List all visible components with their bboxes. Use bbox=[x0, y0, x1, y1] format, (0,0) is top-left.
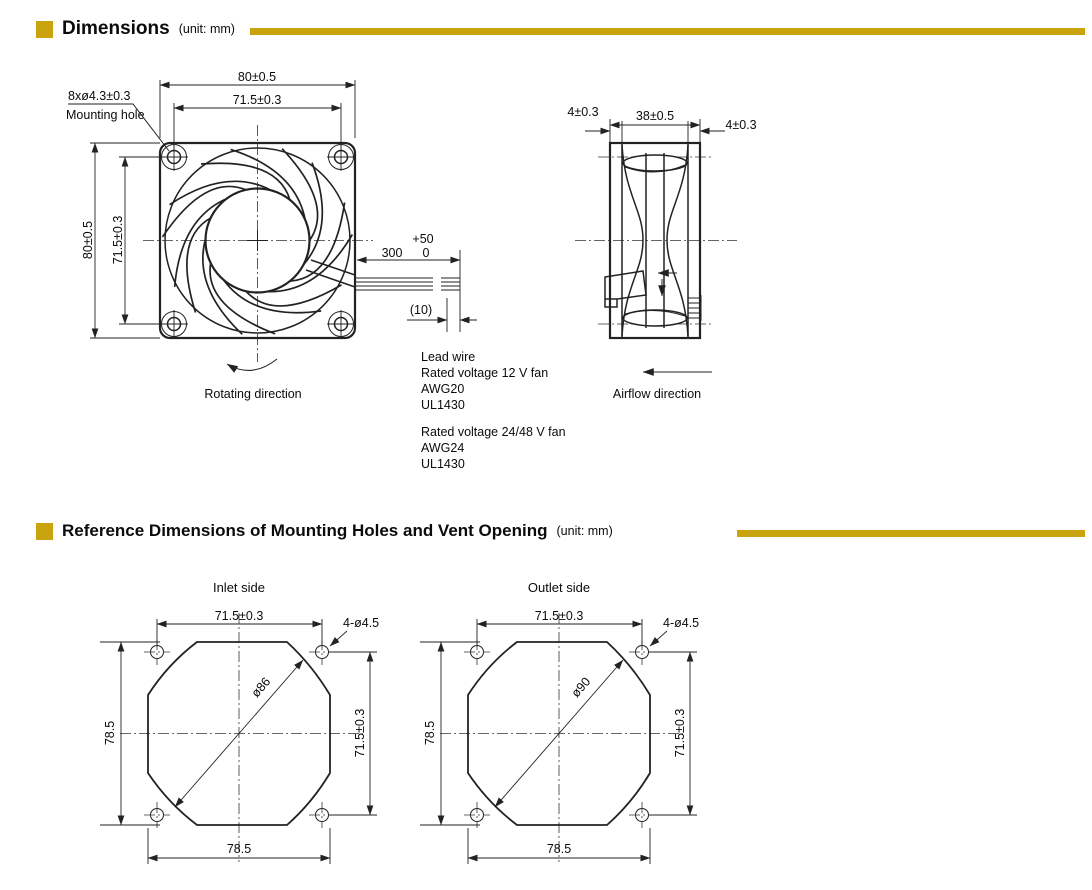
wire-exit-boss bbox=[605, 271, 646, 307]
inlet-dim-bottom: 78.5 bbox=[226, 842, 252, 856]
section-header-dimensions bbox=[36, 18, 235, 40]
dim-height-outer: 80±0.5 bbox=[81, 220, 95, 260]
inlet-hole-callout bbox=[330, 616, 379, 646]
inlet-dim-top: 71.5±0.3 bbox=[214, 609, 264, 623]
hole-spec-label: 8xø4.3±0.3 bbox=[68, 89, 131, 103]
lead-wire-title: Lead wire bbox=[421, 350, 476, 364]
section1-rule bbox=[250, 28, 1085, 35]
hub-center-mark bbox=[247, 230, 268, 251]
wire-strip-dim: (10) bbox=[409, 303, 433, 317]
mounting-hole-callout bbox=[66, 89, 169, 151]
inlet-dim-diagonal: ø86 bbox=[248, 674, 274, 701]
outlet-dim-right: 71.5±0.3 bbox=[673, 708, 687, 758]
dim-flange-left: 4±0.3 bbox=[567, 105, 599, 119]
outlet-top-dimension bbox=[477, 609, 642, 645]
outlet-dim-bottom: 78.5 bbox=[546, 842, 572, 856]
section2-unit-label: (unit: mm) bbox=[556, 524, 613, 538]
section-marker-icon bbox=[36, 523, 53, 540]
outlet-hole-spec: 4-ø4.5 bbox=[663, 616, 700, 630]
hole-name-label: Mounting hole bbox=[66, 108, 145, 122]
airflow-label: Airflow direction bbox=[612, 387, 702, 401]
side-depth-dimensions bbox=[567, 105, 756, 143]
dim-height-inner: 71.5±0.3 bbox=[111, 215, 125, 265]
inlet-top-dimension bbox=[157, 609, 322, 645]
inlet-vent-diagram bbox=[95, 575, 400, 885]
outlet-title: Outlet side bbox=[527, 580, 591, 595]
airflow-direction bbox=[613, 372, 712, 401]
section1-unit-label: (unit: mm) bbox=[178, 22, 235, 36]
rotating-direction-label: Rotating direction bbox=[204, 387, 302, 401]
outlet-vent-diagram bbox=[415, 575, 720, 885]
outlet-hole-callout bbox=[650, 616, 699, 646]
inlet-dim-left: 78.5 bbox=[103, 720, 117, 746]
outlet-dim-top: 71.5±0.3 bbox=[534, 609, 584, 623]
outlet-dim-left: 78.5 bbox=[423, 720, 437, 746]
note1-awg: AWG20 bbox=[421, 382, 465, 396]
section2-rule bbox=[737, 530, 1085, 537]
dim-depth: 38±0.5 bbox=[635, 109, 675, 123]
rotating-direction bbox=[204, 359, 301, 401]
dim-width-inner: 71.5±0.3 bbox=[232, 93, 282, 107]
wire-tol-plus: +50 bbox=[412, 232, 434, 246]
inlet-dim-right: 71.5±0.3 bbox=[353, 708, 367, 758]
note2-ul: UL1430 bbox=[421, 457, 465, 471]
inlet-title: Inlet side bbox=[212, 580, 266, 595]
note2-voltage: Rated voltage 24/48 V fan bbox=[421, 425, 566, 439]
lead-wire-notes bbox=[421, 349, 566, 472]
fan-side-view-drawing bbox=[555, 95, 770, 430]
note1-voltage: Rated voltage 12 V fan bbox=[421, 366, 549, 380]
section1-title: Dimensions bbox=[62, 18, 170, 39]
note2-awg: AWG24 bbox=[421, 441, 465, 455]
dim-width-outer: 80±0.5 bbox=[237, 70, 277, 84]
outlet-dim-diagonal: ø90 bbox=[568, 674, 594, 701]
section-marker-icon bbox=[36, 21, 53, 38]
dim-flange-right: 4±0.3 bbox=[725, 118, 757, 132]
section2-title: Reference Dimensions of Mounting Holes and Vent Opening bbox=[62, 521, 548, 540]
wire-length-dim: 300 bbox=[381, 246, 403, 260]
inlet-hole-spec: 4-ø4.5 bbox=[343, 616, 380, 630]
section-header-reference-dimensions bbox=[36, 521, 613, 541]
outlet-bottom-dimension bbox=[468, 828, 650, 864]
inlet-bottom-dimension bbox=[148, 828, 330, 864]
lead-wire-drawing bbox=[306, 232, 477, 332]
wire-tol-minus: 0 bbox=[422, 246, 430, 260]
note1-ul: UL1430 bbox=[421, 398, 465, 412]
front-left-dimensions bbox=[81, 143, 167, 338]
rotating-arrow-icon bbox=[227, 359, 277, 370]
